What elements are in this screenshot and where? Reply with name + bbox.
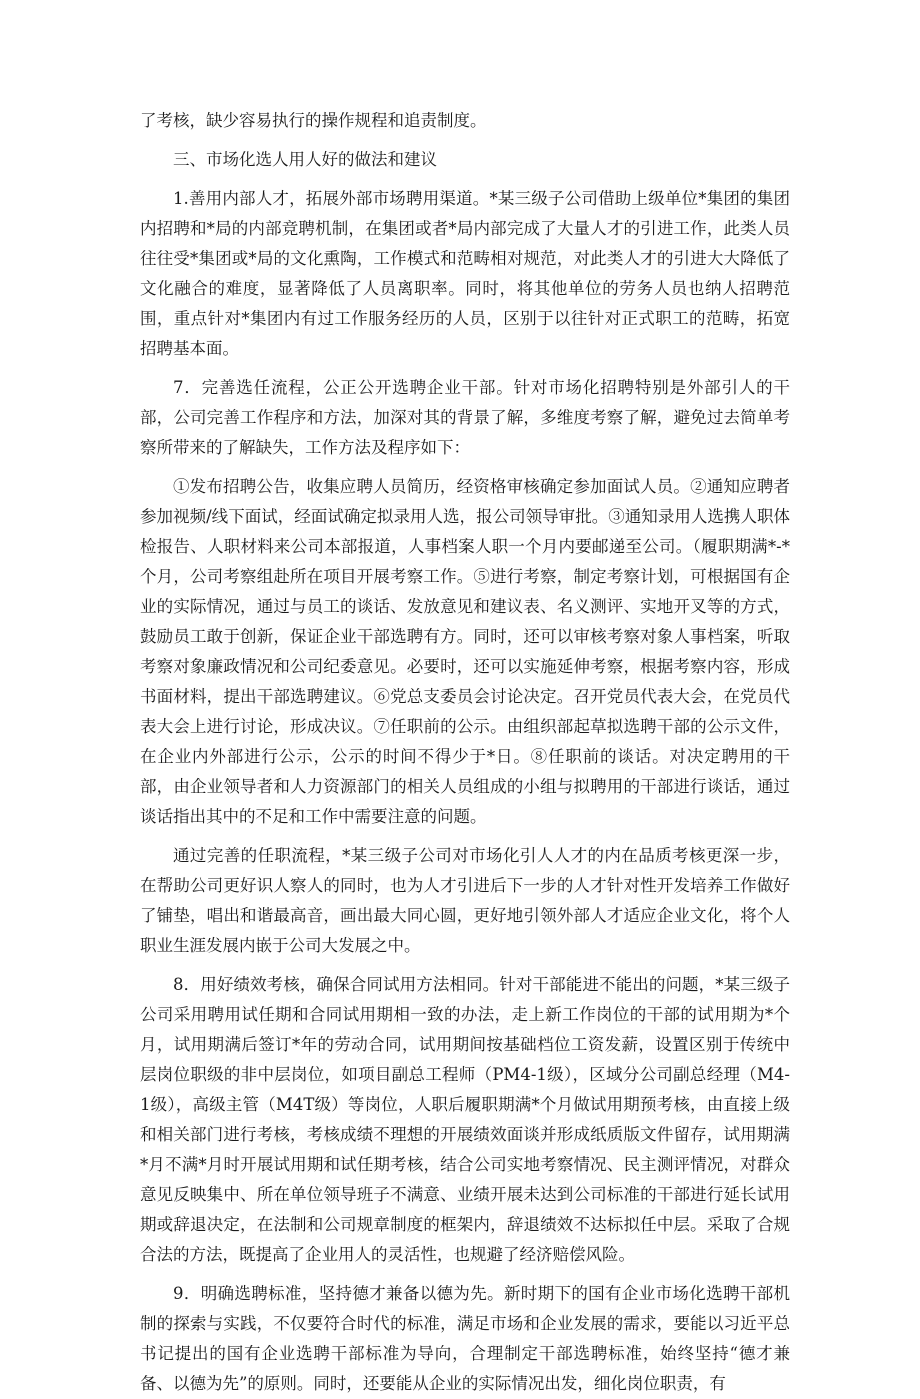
paragraph-item-7: 7．完善选任流程，公正公开选聘企业干部。针对市场化招聘特别是外部引人的干部，公司完善工作程序和方法，加深对其的背景了解，多维度考察了解，避免过去简单考察所带来的了解缺失，工作方法及程序如下： xyxy=(140,378,790,457)
paragraph-continuation: 了考核，缺少容易执行的操作规程和追责制度。 xyxy=(140,111,487,130)
paragraph-item-9: 9．明确选聘标准，坚持德才兼备以德为先。新时期下的国有企业市场化选聘干部机制的探索与实践，不仅要符合时代的标准，满足市场和企业发展的需求，要能以习近平总书记提出的国有企业选聘干部标准为导向，合理制定干部选聘标准，始终坚持“德才兼备、以德为先”的原则。同时，还要能从企业的实际情况出发，细化岗位职责，有 xyxy=(140,1284,790,1393)
paragraph-summary: 通过完善的任职流程，*某三级子公司对市场化引人人才的内在品质考核更深一步，在帮助公司更好识人察人的同时，也为人才引进后下一步的人才针对性开发培养工作做好了铺垫，唱出和谐最高音，画出最大同心圆，更好地引领外部人才适应企业文化，将个人职业生涯发展内嵌于公司大发展之中。 xyxy=(140,846,790,955)
paragraph-item-8: 8．用好绩效考核，确保合同试用方法相同。针对干部能进不能出的问题，*某三级子公司采用聘用试任期和合同试用期相一致的办法，走上新工作岗位的干部的试用期为*个月，试用期满后签订*年的劳动合同，试用期间按基础档位工资发薪，设置区别于传统中层岗位职级的非中层岗位，如项目副总工程师（PM4-1级），区域分公司副总经理（M4-1级），高级主管（M4T级）等岗位，人职后履职期满*个月做试用期预考核，由直接上级和相关部门进行考核，考核成绩不理想的开展绩效面谈并形成纸质版文件留存，试用期满*月不满*月时开展试用期和试任期考核，结合公司实地考察情况、民主测评情况，对群众意见反映集中、所在单位领导班子不满意、业绩开展未达到公司标准的干部进行延长试用期或辞退决定，在法制和公司规章制度的框架内，辞退绩效不达标拟任中层。采取了合规合法的方法，既提高了企业用人的灵活性，也规避了经济赔偿风险。 xyxy=(140,975,790,1264)
document-page xyxy=(140,106,790,1399)
section-heading-three: 三、市场化选人用人好的做法和建议 xyxy=(173,150,437,169)
paragraph-procedure-steps: ①发布招聘公告，收集应聘人员简历，经资格审核确定参加面试人员。②通知应聘者参加视频/线下面试，经面试确定拟录用人选，报公司领导审批。③通知录用人选携人职体检报告、人职材料来公司本部报道，人事档案人职一个月内要邮递至公司。（履职期满*-*个月，公司考察组赴所在项目开展考察工作。⑤进行考察，制定考察计划，可根据国有企业的实际情况，通过与员工的谈话、发放意见和建议表、名义测评、实地开叉等的方式，鼓励员工敢于创新，保证企业干部选聘有方。同时，还可以审核考察对象人事档案，听取考察对象廉政情况和公司纪委意见。必要时，还可以实施延伸考察，根据考察内容，形成书面材料，提出干部选聘建议。⑥党总支委员会讨论决定。召开党员代表大会，在党员代表大会上进行讨论，形成决议。⑦任职前的公示。由组织部起草拟选聘干部的公示文件，在企业内外部进行公示，公示的时间不得少于*日。⑧任职前的谈话。对决定聘用的干部，由企业领导者和人力资源部门的相关人员组成的小组与拟聘用的干部进行谈话，通过谈话指出其中的不足和工作中需要注意的问题。 xyxy=(140,477,790,826)
paragraph-item-1: 1.善用内部人才，拓展外部市场聘用渠道。*某三级子公司借助上级单位*集团的集团内招聘和*局的内部竞聘机制，在集团或者*局内部完成了大量人才的引进工作，此类人员往往受*集团或*局的文化熏陶，工作模式和范畴相对规范，对此类人才的引进大大降低了文化融合的难度，显著降低了人员离职率。同时，将其他单位的劳务人员也纳人招聘范围，重点针对*集团内有过工作服务经历的人员，区别于以往针对正式职工的范畴，拓宽招聘基本面。 xyxy=(140,189,790,358)
